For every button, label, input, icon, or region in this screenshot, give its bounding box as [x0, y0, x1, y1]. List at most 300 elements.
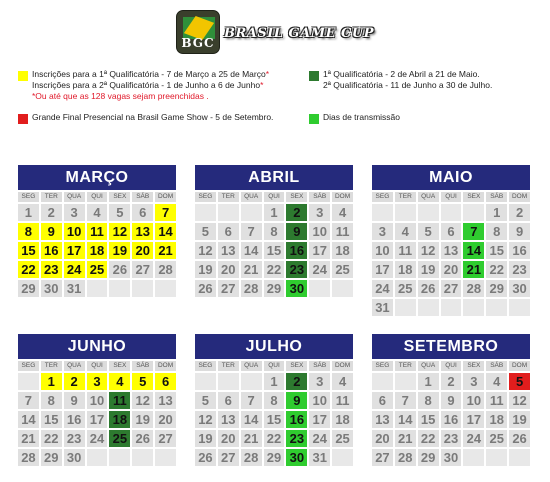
day-cell: 29	[41, 449, 62, 466]
empty-day-cell	[218, 204, 239, 221]
day-cell: 24	[309, 261, 330, 278]
day-cell: 14	[395, 411, 416, 428]
legend-broadcast	[309, 112, 459, 125]
day-cell: 27	[218, 280, 239, 297]
weekday-label: QUA	[241, 192, 262, 202]
day-cell: 22	[418, 430, 439, 447]
day-cell: 21	[155, 242, 176, 259]
day-cell: 1	[486, 204, 507, 221]
weekday-label: SÁB	[132, 361, 153, 371]
empty-day-cell	[332, 449, 353, 466]
weekday-label: TER	[218, 192, 239, 202]
logo-letters: BGC	[181, 36, 215, 50]
day-cell: 4	[109, 373, 130, 390]
day-cell: 28	[155, 261, 176, 278]
empty-day-cell	[509, 299, 530, 316]
day-cell: 11	[395, 242, 416, 259]
day-cell: 9	[441, 392, 462, 409]
day-cell: 29	[418, 449, 439, 466]
legend-broadcast-text: Dias de transmissão	[323, 112, 401, 122]
day-cell: 20	[155, 411, 176, 428]
day-cell: 8	[418, 392, 439, 409]
day-cell: 26	[109, 261, 130, 278]
day-cell: 20	[218, 261, 239, 278]
day-cell: 3	[309, 373, 330, 390]
day-cell: 12	[509, 392, 530, 409]
weekday-row	[18, 192, 176, 202]
day-cell: 7	[395, 392, 416, 409]
day-cell: 13	[218, 242, 239, 259]
day-cell: 22	[41, 430, 62, 447]
weekday-label: SEG	[372, 361, 393, 371]
month-title: MARÇO	[18, 165, 176, 190]
day-cell: 15	[264, 411, 285, 428]
day-cell: 7	[241, 392, 262, 409]
day-cell: 5	[195, 392, 216, 409]
day-cell: 19	[132, 411, 153, 428]
day-cell: 24	[87, 430, 108, 447]
day-cell: 16	[64, 411, 85, 428]
month-title: SETEMBRO	[372, 334, 530, 359]
day-cell: 4	[87, 204, 108, 221]
day-cell: 9	[64, 392, 85, 409]
day-cell: 1	[41, 373, 62, 390]
day-cell: 2	[41, 204, 62, 221]
empty-day-cell	[395, 373, 416, 390]
day-cell: 26	[418, 280, 439, 297]
day-cell: 10	[463, 392, 484, 409]
day-cell: 2	[286, 204, 307, 221]
day-cell: 17	[372, 261, 393, 278]
calendar-month	[18, 165, 176, 297]
day-cell: 30	[41, 280, 62, 297]
empty-day-cell	[109, 449, 130, 466]
day-cell: 18	[332, 411, 353, 428]
weekday-label: QUI	[264, 192, 285, 202]
day-cell: 13	[155, 392, 176, 409]
day-cell: 1	[18, 204, 39, 221]
day-cell: 23	[41, 261, 62, 278]
day-cell: 16	[41, 242, 62, 259]
day-cell: 5	[109, 204, 130, 221]
legend-q1-line2: Inscrições para a 2ª Qualificatória - 1 de Junho a 6 de Junho	[32, 80, 261, 90]
calendar-month	[372, 334, 530, 466]
day-grid	[372, 373, 530, 466]
month-title: ABRIL	[195, 165, 353, 190]
legend-q1-note: *Ou até que as 128 vagas sejam preenchidas .	[32, 91, 209, 101]
day-cell: 18	[87, 242, 108, 259]
weekday-label: QUA	[418, 192, 439, 202]
empty-day-cell	[395, 299, 416, 316]
broadcast-swatch	[309, 114, 319, 124]
day-cell: 29	[18, 280, 39, 297]
calendar-month	[372, 165, 530, 316]
day-cell: 14	[241, 411, 262, 428]
weekday-label: SEX	[286, 361, 307, 371]
weekday-label: QUI	[441, 361, 462, 371]
calendar-month	[195, 334, 353, 466]
empty-day-cell	[372, 373, 393, 390]
day-cell: 12	[195, 242, 216, 259]
day-cell: 7	[463, 223, 484, 240]
empty-day-cell	[109, 280, 130, 297]
weekday-label: QUI	[264, 361, 285, 371]
weekday-label: QUA	[64, 192, 85, 202]
day-cell: 11	[486, 392, 507, 409]
qualifier-swatch	[309, 71, 319, 81]
day-cell: 15	[264, 242, 285, 259]
day-cell: 25	[87, 261, 108, 278]
weekday-row	[372, 192, 530, 202]
day-cell: 2	[286, 373, 307, 390]
day-cell: 12	[195, 411, 216, 428]
empty-day-cell	[509, 449, 530, 466]
weekday-label: SEX	[463, 192, 484, 202]
day-cell: 2	[509, 204, 530, 221]
month-title: MAIO	[372, 165, 530, 190]
legend-qualifiers	[309, 69, 539, 93]
empty-day-cell	[463, 299, 484, 316]
brand-title: BRASIL GAME CUP	[224, 26, 374, 41]
day-cell: 13	[218, 411, 239, 428]
day-cell: 14	[463, 242, 484, 259]
weekday-label: QUA	[64, 361, 85, 371]
empty-day-cell	[241, 373, 262, 390]
day-cell: 19	[195, 430, 216, 447]
day-cell: 29	[486, 280, 507, 297]
day-cell: 3	[463, 373, 484, 390]
empty-day-cell	[87, 449, 108, 466]
calendar-month	[195, 165, 353, 297]
day-cell: 6	[218, 392, 239, 409]
day-cell: 29	[264, 280, 285, 297]
day-cell: 22	[18, 261, 39, 278]
day-cell: 4	[395, 223, 416, 240]
day-cell: 9	[509, 223, 530, 240]
day-cell: 15	[486, 242, 507, 259]
day-cell: 2	[441, 373, 462, 390]
weekday-label: DOM	[509, 192, 530, 202]
day-cell: 11	[109, 392, 130, 409]
day-cell: 18	[395, 261, 416, 278]
day-cell: 26	[195, 280, 216, 297]
day-cell: 7	[18, 392, 39, 409]
weekday-label: QUI	[87, 361, 108, 371]
day-cell: 27	[155, 430, 176, 447]
day-cell: 6	[132, 204, 153, 221]
registration-swatch	[18, 71, 28, 81]
day-cell: 18	[486, 411, 507, 428]
day-cell: 6	[218, 223, 239, 240]
day-cell: 3	[87, 373, 108, 390]
day-cell: 21	[241, 430, 262, 447]
day-cell: 17	[87, 411, 108, 428]
day-cell: 28	[18, 449, 39, 466]
day-cell: 19	[109, 242, 130, 259]
weekday-label: SEG	[18, 192, 39, 202]
legend-q2-line1: 1ª Qualificatória - 2 de Abril a 21 de Maio.	[323, 69, 480, 79]
day-cell: 25	[486, 430, 507, 447]
day-cell: 7	[155, 204, 176, 221]
day-grid	[18, 204, 176, 297]
weekday-label: TER	[218, 361, 239, 371]
day-cell: 10	[64, 223, 85, 240]
empty-day-cell	[463, 449, 484, 466]
day-cell: 21	[18, 430, 39, 447]
day-cell: 16	[509, 242, 530, 259]
day-cell: 26	[195, 449, 216, 466]
day-cell: 21	[463, 261, 484, 278]
day-cell: 22	[264, 261, 285, 278]
empty-day-cell	[418, 204, 439, 221]
bgc-logo	[176, 10, 220, 54]
month-title: JULHO	[195, 334, 353, 359]
day-cell: 30	[286, 449, 307, 466]
day-cell: 1	[264, 373, 285, 390]
day-cell: 19	[509, 411, 530, 428]
day-cell: 24	[463, 430, 484, 447]
day-cell: 23	[441, 430, 462, 447]
day-cell: 3	[64, 204, 85, 221]
empty-day-cell	[218, 373, 239, 390]
weekday-label: SÁB	[486, 192, 507, 202]
weekday-label: SEX	[109, 361, 130, 371]
weekday-label: SEG	[18, 361, 39, 371]
empty-day-cell	[441, 299, 462, 316]
day-cell: 5	[195, 223, 216, 240]
day-cell: 6	[441, 223, 462, 240]
weekday-label: SÁB	[132, 192, 153, 202]
weekday-label: DOM	[509, 361, 530, 371]
day-cell: 25	[109, 430, 130, 447]
day-cell: 4	[332, 373, 353, 390]
empty-day-cell	[418, 299, 439, 316]
day-cell: 8	[264, 392, 285, 409]
day-cell: 28	[241, 449, 262, 466]
day-cell: 8	[18, 223, 39, 240]
day-cell: 1	[264, 204, 285, 221]
day-cell: 20	[218, 430, 239, 447]
empty-day-cell	[18, 373, 39, 390]
weekday-label: SEX	[109, 192, 130, 202]
day-cell: 17	[463, 411, 484, 428]
day-cell: 11	[87, 223, 108, 240]
empty-day-cell	[155, 449, 176, 466]
day-cell: 26	[132, 430, 153, 447]
weekday-label: TER	[41, 361, 62, 371]
weekday-label: DOM	[332, 361, 353, 371]
day-cell: 29	[264, 449, 285, 466]
weekday-label: SEG	[195, 361, 216, 371]
day-cell: 16	[441, 411, 462, 428]
weekday-label: DOM	[155, 361, 176, 371]
day-cell: 15	[18, 242, 39, 259]
weekday-label: QUI	[441, 192, 462, 202]
weekday-label: SÁB	[309, 192, 330, 202]
day-grid	[372, 204, 530, 316]
legend-registration	[18, 69, 298, 109]
day-cell: 17	[309, 242, 330, 259]
legend-q2-line2: 2ª Qualificatória - 11 de Junho a 30 de Julho.	[323, 80, 493, 90]
day-cell: 5	[509, 373, 530, 390]
day-cell: 23	[286, 261, 307, 278]
empty-day-cell	[155, 280, 176, 297]
weekday-label: SEX	[463, 361, 484, 371]
day-cell: 14	[155, 223, 176, 240]
empty-day-cell	[241, 204, 262, 221]
legend-q1-mark1: *	[265, 69, 270, 79]
day-cell: 1	[418, 373, 439, 390]
weekday-row	[18, 361, 176, 371]
legend-q1-mark2: *	[260, 80, 264, 90]
day-cell: 5	[132, 373, 153, 390]
day-cell: 20	[372, 430, 393, 447]
day-cell: 13	[132, 223, 153, 240]
day-cell: 9	[41, 223, 62, 240]
day-cell: 12	[418, 242, 439, 259]
weekday-label: QUA	[241, 361, 262, 371]
day-cell: 13	[441, 242, 462, 259]
day-cell: 30	[441, 449, 462, 466]
day-cell: 8	[486, 223, 507, 240]
empty-day-cell	[132, 280, 153, 297]
day-cell: 17	[64, 242, 85, 259]
day-cell: 24	[372, 280, 393, 297]
empty-day-cell	[132, 449, 153, 466]
day-cell: 10	[309, 223, 330, 240]
day-cell: 23	[509, 261, 530, 278]
weekday-row	[372, 361, 530, 371]
day-cell: 20	[132, 242, 153, 259]
day-cell: 10	[372, 242, 393, 259]
day-cell: 15	[418, 411, 439, 428]
legend-final	[18, 112, 298, 125]
final-swatch	[18, 114, 28, 124]
empty-day-cell	[486, 299, 507, 316]
day-cell: 13	[372, 411, 393, 428]
weekday-label: SÁB	[486, 361, 507, 371]
day-cell: 28	[241, 280, 262, 297]
weekday-label: TER	[395, 192, 416, 202]
day-cell: 18	[109, 411, 130, 428]
day-cell: 8	[264, 223, 285, 240]
day-cell: 24	[64, 261, 85, 278]
empty-day-cell	[332, 280, 353, 297]
empty-day-cell	[87, 280, 108, 297]
day-cell: 27	[132, 261, 153, 278]
day-cell: 22	[264, 430, 285, 447]
day-cell: 28	[463, 280, 484, 297]
day-cell: 12	[109, 223, 130, 240]
weekday-label: SÁB	[309, 361, 330, 371]
day-cell: 7	[241, 223, 262, 240]
day-cell: 20	[441, 261, 462, 278]
empty-day-cell	[463, 204, 484, 221]
empty-day-cell	[372, 204, 393, 221]
empty-day-cell	[395, 204, 416, 221]
calendar-month	[18, 334, 176, 466]
day-cell: 31	[64, 280, 85, 297]
day-cell: 26	[509, 430, 530, 447]
day-grid	[195, 373, 353, 466]
month-title: JUNHO	[18, 334, 176, 359]
weekday-label: TER	[395, 361, 416, 371]
day-cell: 4	[486, 373, 507, 390]
day-cell: 30	[509, 280, 530, 297]
weekday-label: SEG	[195, 192, 216, 202]
day-grid	[195, 204, 353, 297]
day-cell: 14	[241, 242, 262, 259]
day-cell: 3	[309, 204, 330, 221]
legend-q1-line1: Inscrições para a 1ª Qualificatória - 7 de Março a 25 de Março	[32, 69, 266, 79]
day-cell: 27	[372, 449, 393, 466]
weekday-row	[195, 361, 353, 371]
weekday-label: TER	[41, 192, 62, 202]
day-cell: 16	[286, 411, 307, 428]
day-cell: 21	[241, 261, 262, 278]
weekday-row	[195, 192, 353, 202]
day-cell: 30	[286, 280, 307, 297]
empty-day-cell	[441, 204, 462, 221]
day-cell: 22	[486, 261, 507, 278]
day-cell: 14	[18, 411, 39, 428]
day-cell: 8	[41, 392, 62, 409]
weekday-label: SEX	[286, 192, 307, 202]
day-cell: 27	[441, 280, 462, 297]
day-cell: 9	[286, 392, 307, 409]
day-cell: 11	[332, 392, 353, 409]
weekday-label: QUA	[418, 361, 439, 371]
day-cell: 9	[286, 223, 307, 240]
day-cell: 21	[395, 430, 416, 447]
day-cell: 10	[87, 392, 108, 409]
day-cell: 4	[332, 204, 353, 221]
day-cell: 25	[332, 261, 353, 278]
day-cell: 19	[195, 261, 216, 278]
empty-day-cell	[486, 449, 507, 466]
day-cell: 31	[309, 449, 330, 466]
day-cell: 18	[332, 242, 353, 259]
day-cell: 23	[286, 430, 307, 447]
day-cell: 31	[372, 299, 393, 316]
empty-day-cell	[195, 204, 216, 221]
empty-day-cell	[195, 373, 216, 390]
empty-day-cell	[309, 280, 330, 297]
day-cell: 15	[41, 411, 62, 428]
day-cell: 3	[372, 223, 393, 240]
day-cell: 11	[332, 223, 353, 240]
weekday-label: DOM	[155, 192, 176, 202]
day-cell: 27	[218, 449, 239, 466]
day-cell: 12	[132, 392, 153, 409]
weekday-label: SEG	[372, 192, 393, 202]
day-cell: 2	[64, 373, 85, 390]
weekday-label: QUI	[87, 192, 108, 202]
day-cell: 28	[395, 449, 416, 466]
day-cell: 5	[418, 223, 439, 240]
day-cell: 16	[286, 242, 307, 259]
day-cell: 25	[332, 430, 353, 447]
day-cell: 19	[418, 261, 439, 278]
day-cell: 17	[309, 411, 330, 428]
day-cell: 6	[155, 373, 176, 390]
day-cell: 6	[372, 392, 393, 409]
day-cell: 10	[309, 392, 330, 409]
day-cell: 24	[309, 430, 330, 447]
day-cell: 30	[64, 449, 85, 466]
day-grid	[18, 373, 176, 466]
legend-final-text: Grande Final Presencial na Brasil Game Show - 5 de Setembro.	[32, 112, 274, 122]
